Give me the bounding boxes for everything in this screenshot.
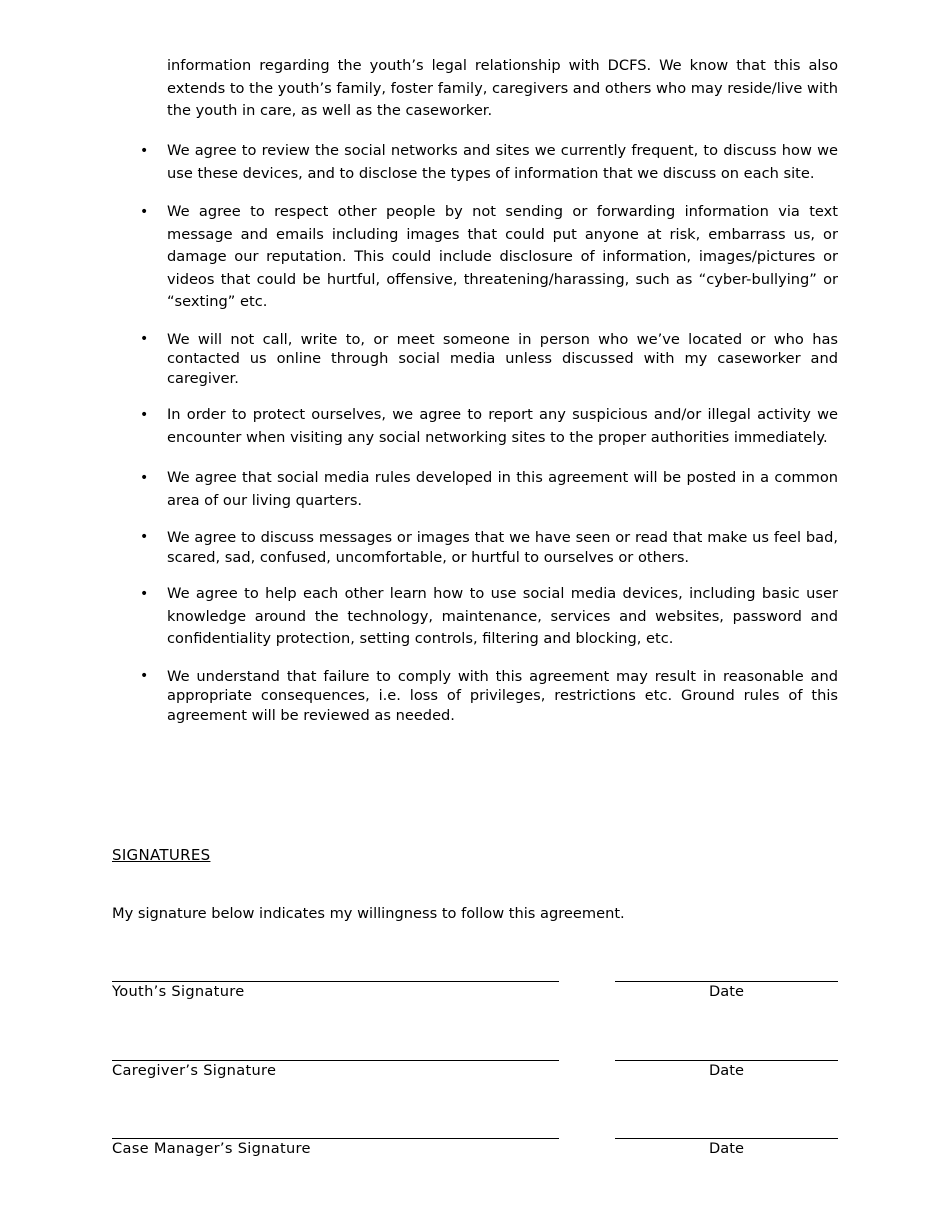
list-item [140,140,838,185]
bullet-icon: • [140,143,149,159]
bullet-icon: • [140,586,149,602]
bullet-icon: • [140,330,149,347]
bullet-icon: • [140,204,149,220]
bullet-text: We will not call, write to, or meet someone in person who we’ve located or who has contacted us online through social media unless discussed with my caseworker and caregiver. [167,330,838,387]
list-item [140,528,838,567]
case-manager-signature-row [112,1138,838,1168]
signature-label: Caregiver’s Signature [112,1062,277,1079]
signatures-intro: My signature below indicates my willingness to follow this agreement. [112,905,625,922]
bullet-text: We agree that social media rules developed in this agreement will be posted in a common area of our living quarters. [167,469,838,509]
list-item [140,404,838,449]
bullet-icon: • [140,470,149,486]
list-item [140,667,838,726]
agreement-bullet-list [140,140,838,741]
continuation-paragraph: information regarding the youth’s legal relationship with DCFS. We know that this also extends to the youth’s family, foster family, caregivers and others who may reside/live with the youth in care, as well as the caseworker. [167,57,839,119]
list-item [140,467,838,512]
bullet-text: In order to protect ourselves, we agree to report any suspicious and/or illegal activity we encounter when visiting any social networking sites to the proper authorities immediately. [167,406,838,446]
youth-signature-row [112,981,838,1011]
date-label: Date [709,983,744,1000]
signature-label: Youth’s Signature [112,983,245,1000]
bullet-text: We agree to review the social networks and sites we currently frequent, to discuss how we use these devices, and to disclose the types of information that we discuss on each site. [167,142,838,182]
signature-label: Case Manager’s Signature [112,1140,311,1157]
date-label: Date [709,1140,744,1157]
bullet-icon: • [140,407,149,423]
bullet-icon: • [140,529,149,545]
date-label: Date [709,1062,744,1079]
list-item [140,330,838,389]
signatures-heading: SIGNATURES [112,846,211,864]
bullet-text: We understand that failure to comply with this agreement may result in reasonable and appropriate consequences, i.e. loss of privileges, restrictions etc. Ground rules of this agreement will be reviewed as needed. [167,667,838,724]
list-item [140,201,838,314]
bullet-text: We agree to help each other learn how to use social media devices, including basic user knowledge around the technology, maintenance, services and websites, password and confidentiality protection, setting controls, filtering and blocking, etc. [167,585,838,647]
bullet-icon: • [140,667,149,684]
bullet-text: We agree to respect other people by not sending or forwarding information via text message and emails including images that could put anyone at risk, embarrass us, or damage our reputation. This could include disclosure of information, images/pictures or videos that could be hurtful, offensive, threatening/harassing, such as “cyber-bullying” or “sexting” etc. [167,203,838,310]
caregiver-signature-row [112,1060,838,1090]
bullet-text: We agree to discuss messages or images that we have seen or read that make us feel bad, scared, sad, confused, uncomfortable, or hurtful to ourselves or others. [167,529,838,566]
list-item [140,583,838,651]
